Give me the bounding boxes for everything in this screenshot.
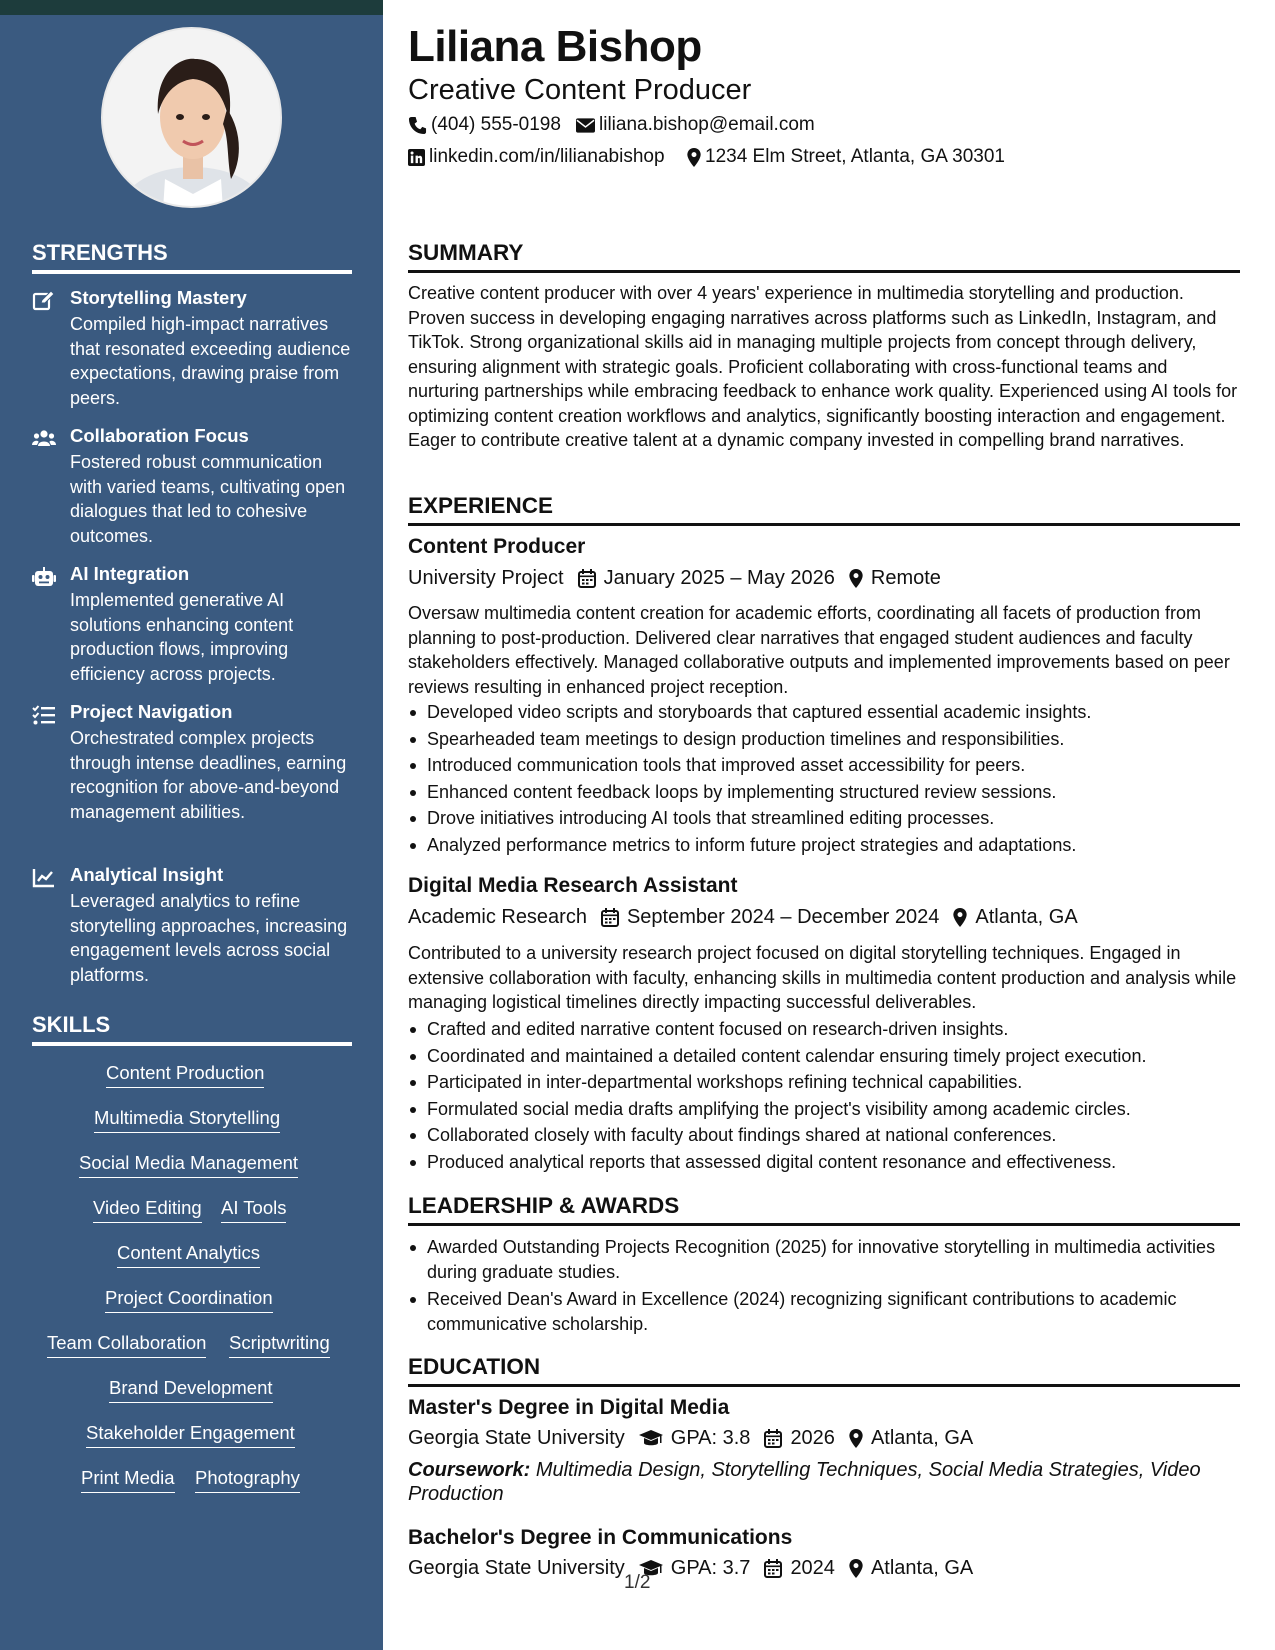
degree-meta [408, 1557, 973, 1580]
linkedin-icon [408, 149, 425, 166]
list-item: Awarded Outstanding Projects Recognition (2025) for innovative storytelling in multimedia activities during graduate studies. [408, 1235, 1240, 1284]
skill-tag: AI Tools [221, 1197, 286, 1223]
list-item: Collaborated closely with faculty about findings shared at national conferences. [408, 1123, 1240, 1148]
degree-location: Atlanta, GA [870, 1557, 974, 1579]
list-item: Spearheaded team meetings to design production timelines and responsibilities. [408, 727, 1240, 752]
location-pin-icon [849, 569, 863, 588]
sidebar-top-bar [0, 0, 383, 15]
users-icon [32, 428, 56, 450]
skill-tag: Scriptwriting [229, 1332, 330, 1358]
skills-section [32, 1012, 352, 1046]
list-item: Analyzed performance metrics to inform future project strategies and adaptations. [408, 833, 1240, 858]
skill-tag: Photography [195, 1467, 300, 1493]
degree-location: Atlanta, GA [870, 1427, 974, 1449]
skill-tag: Content Production [106, 1062, 264, 1088]
strength-title: AI Integration [70, 563, 190, 584]
coursework-label: Coursework: [408, 1459, 531, 1481]
strength-title: Analytical Insight [70, 864, 224, 885]
job-description: Oversaw multimedia content creation for academic efforts, coordinating all facets of production from planning to post-production. Delivered clear narratives that engaged student audiences and faculty stakeholders effectively. Managed collaborative outputs and implemented improvements based on peer reviews resulting in enhanced project reception. [408, 603, 1230, 697]
address-contact [687, 146, 1005, 168]
list-item: Crafted and edited narrative content focused on research-driven insights. [408, 1017, 1240, 1042]
location-pin-icon [687, 148, 701, 167]
list-item: Introduced communication tools that improved asset accessibility for peers. [408, 753, 1240, 778]
location-pin-icon [849, 1559, 863, 1578]
address-text: 1234 Elm Street, Atlanta, GA 30301 [705, 146, 1005, 167]
school-name: Georgia State University [408, 1427, 625, 1449]
profile-photo-icon [103, 29, 282, 208]
email-text[interactable]: liliana.bishop@email.com [599, 114, 815, 135]
strength-title: Collaboration Focus [70, 425, 249, 446]
edit-icon [32, 290, 56, 312]
summary-heading: SUMMARY [408, 240, 1240, 273]
robot-icon [32, 566, 56, 588]
awards-heading: LEADERSHIP & AWARDS [408, 1193, 1240, 1226]
skill-tag: Project Coordination [105, 1287, 273, 1313]
job-location: Atlanta, GA [975, 906, 1078, 928]
education-heading: EDUCATION [408, 1354, 1240, 1387]
strengths-heading: STRENGTHS [32, 240, 352, 274]
strength-description: Orchestrated complex projects through intense deadlines, earning recognition for above-and-beyond management abilities. [70, 728, 347, 822]
degree-year: 2024 [790, 1557, 835, 1579]
phone-contact [408, 114, 561, 136]
skill-tag: Brand Development [109, 1377, 273, 1403]
list-item: Participated in inter-departmental workshops refining technical capabilities. [408, 1070, 1240, 1095]
job-dates: September 2024 – December 2024 [626, 906, 940, 928]
skill-tag: Stakeholder Engagement [86, 1422, 295, 1448]
coursework [408, 1458, 1240, 1506]
skill-tag: Multimedia Storytelling [94, 1107, 280, 1133]
location-pin-icon [953, 908, 967, 927]
calendar-icon [764, 1429, 782, 1448]
list-item: Received Dean's Award in Excellence (2024) recognizing significant contributions to academic communicative scholarship. [408, 1287, 1240, 1336]
page-number: 1/2 [624, 1572, 651, 1593]
strengths-section [32, 240, 352, 274]
strength-title: Storytelling Mastery [70, 287, 247, 308]
job-meta [408, 906, 1078, 929]
candidate-name: Liliana Bishop [408, 22, 702, 71]
calendar-icon [601, 908, 619, 927]
profile-photo [101, 27, 282, 208]
skill-tag: Video Editing [93, 1197, 202, 1223]
school-name: Georgia State University [408, 1557, 625, 1579]
degree-meta [408, 1427, 973, 1450]
list-item: Formulated social media drafts amplifying the project's visibility among academic circles. [408, 1097, 1240, 1122]
strength-description: Fostered robust communication with varied teams, cultivating open dialogues that led to cohesive outcomes. [70, 452, 346, 546]
skill-tag: Print Media [81, 1467, 175, 1493]
degree-title: Master's Degree in Digital Media [408, 1396, 730, 1419]
list-item: Produced analytical reports that assessed digital content resonance and effectiveness. [408, 1150, 1240, 1175]
linkedin-contact[interactable] [408, 146, 665, 168]
awards-list [408, 1235, 1240, 1336]
linkedin-text[interactable]: linkedin.com/in/lilianabishop [429, 146, 665, 167]
skills-heading: SKILLS [32, 1012, 352, 1046]
candidate-title: Creative Content Producer [408, 74, 752, 106]
skill-tag: Team Collaboration [47, 1332, 206, 1358]
skill-tag: Social Media Management [79, 1152, 298, 1178]
email-contact[interactable] [576, 114, 815, 136]
coursework-text: Multimedia Design, Storytelling Techniques, Social Media Strategies, Video Production [408, 1459, 1201, 1505]
calendar-icon [578, 569, 596, 588]
location-pin-icon [849, 1429, 863, 1448]
summary-text: Creative content producer with over 4 years' experience in multimedia storytelling and production. Proven success in developing engaging narratives across platforms such as LinkedIn, Instagram, and TikTok. Strong organizational skills aid in managing multiple projects from concept through delivery, ensuring alignment with strategic goals. Proficient collaborating with cross-functional teams and nurturing partnerships while embracing feedback to enhance work quality. Experienced using AI tools for optimizing content creation workflows and analytics, significantly boosting interaction and engagement. Eager to contribute creative talent at a dynamic company invested in compelling brand narratives. [408, 283, 1238, 450]
chart-line-icon [32, 867, 56, 889]
list-check-icon [32, 704, 56, 726]
strength-description: Implemented generative AI solutions enhancing content production flows, improving efficiency across projects. [70, 590, 294, 684]
degree-year: 2026 [790, 1427, 835, 1449]
list-item: Developed video scripts and storyboards that captured essential academic insights. [408, 700, 1240, 725]
degree-title: Bachelor's Degree in Communications [408, 1526, 793, 1549]
job-org: Academic Research [408, 906, 587, 928]
job-title: Digital Media Research Assistant [408, 874, 738, 897]
phone-text: (404) 555-0198 [431, 114, 561, 135]
experience-heading: EXPERIENCE [408, 493, 1240, 526]
job-org: University Project [408, 567, 564, 589]
list-item: Drove initiatives introducing AI tools that streamlined editing processes. [408, 806, 1240, 831]
job-bullets [408, 700, 1240, 857]
job-meta [408, 567, 941, 590]
job-bullets [408, 1017, 1240, 1174]
graduation-cap-icon [639, 1430, 663, 1448]
job-title: Content Producer [408, 535, 586, 558]
job-location: Remote [870, 567, 941, 589]
calendar-icon [764, 1559, 782, 1578]
job-dates: January 2025 – May 2026 [603, 567, 835, 589]
phone-icon [408, 116, 427, 135]
skill-tag: Content Analytics [117, 1242, 260, 1268]
list-item: Coordinated and maintained a detailed content calendar ensuring timely project execution. [408, 1044, 1240, 1069]
degree-gpa: GPA: 3.7 [670, 1557, 751, 1579]
degree-gpa: GPA: 3.8 [670, 1427, 751, 1449]
envelope-icon [576, 118, 595, 133]
list-item: Enhanced content feedback loops by implementing structured review sessions. [408, 780, 1240, 805]
strength-description: Leveraged analytics to refine storytelling approaches, increasing engagement levels across social platforms. [70, 891, 348, 985]
strength-title: Project Navigation [70, 701, 233, 722]
job-description: Contributed to a university research project focused on digital storytelling techniques. Engaged in extensive collaboration with faculty, enhancing skills in multimedia content production and analysis while managing logistical timelines directly impacting successful deliverables. [408, 943, 1237, 1012]
strength-description: Compiled high-impact narratives that resonated exceeding audience expectations, drawing praise from peers. [70, 314, 351, 408]
